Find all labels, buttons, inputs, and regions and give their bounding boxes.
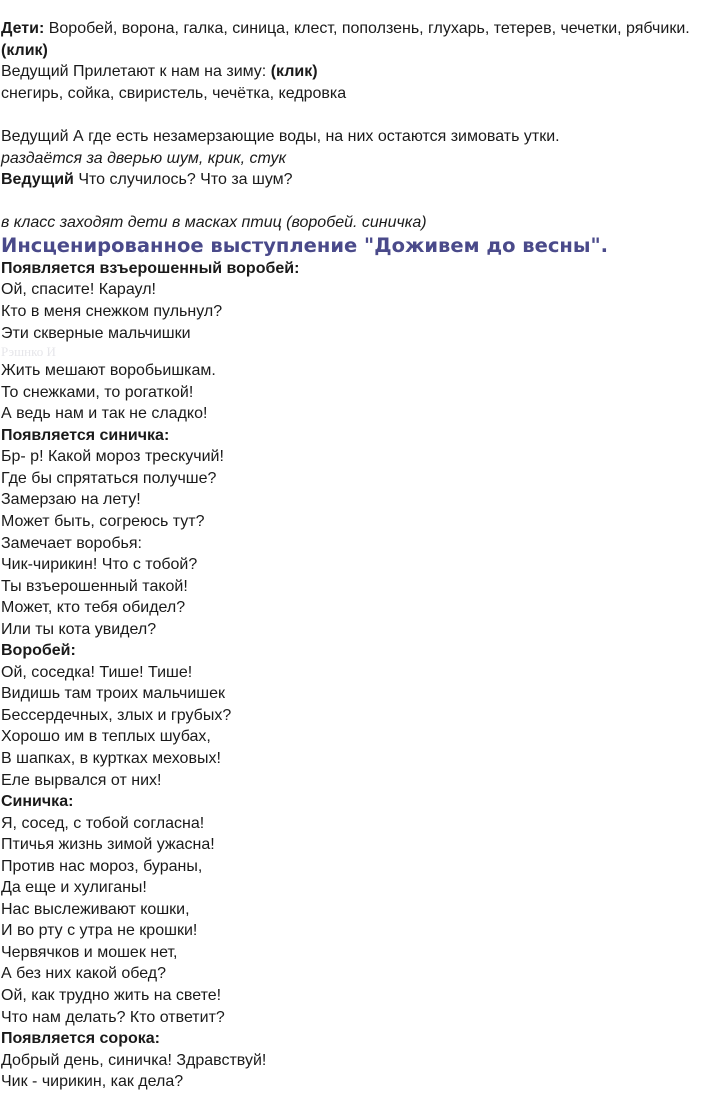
sparrow-enter-direction: Появляется взъерошенный воробей: bbox=[1, 259, 300, 277]
children-label: Дети: bbox=[1, 20, 45, 37]
sparrow-verse-1 bbox=[1, 279, 692, 344]
verse-line: Может, кто тебя обидел? bbox=[1, 599, 186, 617]
watermark-text: Рэшнко И bbox=[1, 344, 56, 360]
intro-section bbox=[0, 18, 704, 234]
verse-line: Где бы спрятаться получше? bbox=[1, 469, 217, 487]
spacer bbox=[1, 191, 692, 213]
tit-verse-1 bbox=[1, 446, 692, 640]
tit-verse-2 bbox=[1, 813, 692, 1028]
verse-line: Чик-чирикин! Что с тобой? bbox=[1, 556, 198, 574]
verse-line: Замечает воробья: bbox=[1, 534, 142, 552]
page-title: Инсценированное выступление "Доживем до весны". bbox=[1, 233, 609, 257]
verse-line: Жить мешают воробьишкам. bbox=[1, 362, 216, 380]
verse-line: Замерзаю на лету! bbox=[1, 491, 141, 509]
tit-speaker-label: Синичка: bbox=[1, 793, 74, 811]
spacer bbox=[1, 104, 692, 126]
verse-line: А ведь нам и так не сладко! bbox=[1, 405, 208, 423]
verse-line: Хорошо им в теплых шубах, bbox=[1, 728, 211, 746]
verse-line: Эти скверные мальчишки bbox=[1, 324, 191, 342]
click-marker-inline: (клик) bbox=[270, 63, 318, 81]
stage-direction-noise: раздаётся за дверью шум, крик, стук bbox=[1, 149, 287, 167]
verse-line: Может быть, согреюсь тут? bbox=[1, 512, 205, 530]
magpie-verse bbox=[1, 1050, 692, 1093]
children-paragraph bbox=[1, 18, 692, 40]
verse-line: В шапках, в куртках меховых! bbox=[1, 749, 221, 767]
host-question: Что случилось? Что за шум? bbox=[73, 171, 293, 189]
verse-line: Что нам делать? Кто ответит? bbox=[1, 1008, 225, 1026]
verse-line: И во рту с утра не крошки! bbox=[1, 922, 198, 940]
stage-direction-enter: в класс заходят дети в масках птиц (воробей. синичка) bbox=[1, 214, 427, 232]
verse-line: Добрый день, синичка! Здравствуй! bbox=[1, 1051, 267, 1069]
host-winter-text: Ведущий Прилетают к нам на зиму: bbox=[1, 63, 271, 81]
verse-line: Бр- р! Какой мороз трескучий! bbox=[1, 448, 224, 466]
sparrow-verse-2 bbox=[1, 360, 692, 425]
click-marker: (клик) bbox=[1, 41, 48, 59]
verse-line: Видишь там троих мальчишек bbox=[1, 685, 226, 703]
children-text: Воробей, ворона, галка, синица, клест, поползень, глухарь, тетерев, чечетки, рябчики. bbox=[44, 20, 690, 37]
sparrow-speaker-label: Воробей: bbox=[1, 642, 76, 660]
verse-line: Птичья жизнь зимой ужасна! bbox=[1, 836, 215, 854]
tit-enter-direction: Появляется синичка: bbox=[1, 426, 170, 444]
verse-line: Я, сосед, с тобой согласна! bbox=[1, 814, 205, 832]
winter-birds-line: снегирь, сойка, свиристель, чечётка, кедровка bbox=[1, 84, 347, 102]
title-section bbox=[0, 234, 704, 258]
host-ducks-line: Ведущий А где есть незамерзающие воды, на них остаются зимовать утки. bbox=[1, 127, 560, 145]
sparrow-verse-3 bbox=[1, 662, 692, 791]
verse-line: Против нас мороз, бураны, bbox=[1, 857, 203, 875]
verse-line: То снежками, то рогаткой! bbox=[1, 383, 194, 401]
host-question-line bbox=[1, 169, 692, 191]
verse-line: Червячков и мошек нет, bbox=[1, 943, 178, 961]
verse-line: Ты взъерошенный такой! bbox=[1, 577, 188, 595]
script-section bbox=[0, 258, 704, 1093]
verse-line: Ой, соседка! Тише! Тише! bbox=[1, 663, 193, 681]
host-winter-line bbox=[1, 61, 692, 83]
verse-line: Нас выслеживают кошки, bbox=[1, 900, 190, 918]
verse-line: Чик - чирикин, как дела? bbox=[1, 1073, 184, 1091]
verse-line: Еле вырвался от них! bbox=[1, 771, 162, 789]
host-label: Ведущий bbox=[1, 171, 74, 189]
verse-line: Бессердечных, злых и грубых? bbox=[1, 706, 232, 724]
verse-line: Ой, спасите! Караул! bbox=[1, 281, 156, 299]
verse-line: Да еще и хулиганы! bbox=[1, 879, 147, 897]
verse-line: А без них какой обед? bbox=[1, 965, 167, 983]
verse-line: Кто в меня снежком пульнул? bbox=[1, 303, 223, 321]
magpie-enter-direction: Появляется сорока: bbox=[1, 1030, 160, 1048]
verse-line: Или ты кота увидел? bbox=[1, 620, 157, 638]
verse-line: Ой, как трудно жить на свете! bbox=[1, 986, 222, 1004]
